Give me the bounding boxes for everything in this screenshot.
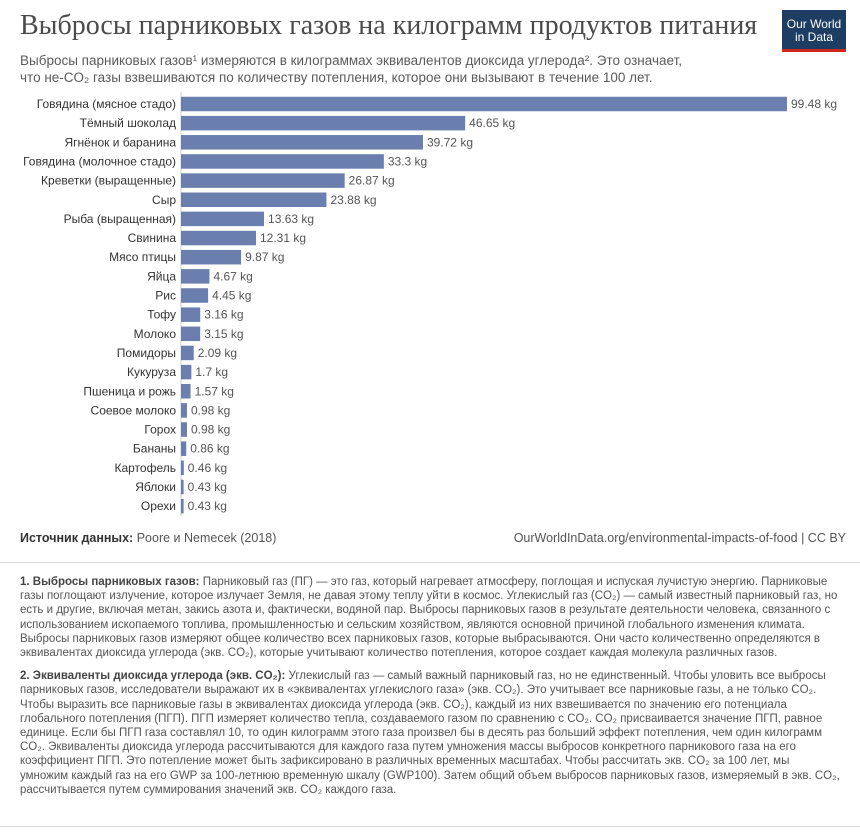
category-label: Мясо птицы [109,250,176,265]
category-label: Горох [144,422,176,437]
bar[interactable] [181,307,200,322]
category-label: Тофу [147,307,176,322]
bar[interactable] [181,441,186,456]
category-label: Яблоки [135,480,176,494]
value-label: 33.3 kg [387,154,428,169]
bar[interactable] [181,288,208,303]
source-label: Источник данных: [20,531,134,545]
credit-link[interactable]: OurWorldInData.org/environmental-impacts-of-food | CC BY [513,531,846,545]
bar[interactable] [181,461,184,476]
bar[interactable] [181,384,191,399]
bar[interactable] [181,212,264,227]
bar-chart [0,92,860,520]
bottom-rule [0,826,860,827]
footnote-1-heading: 1. Выбросы парниковых газов: [20,576,200,588]
value-label: 3.15 kg [204,326,244,341]
bar[interactable] [181,269,209,284]
category-label: Соевое молоко [90,403,176,418]
footnote-2-heading: 2. Эквиваленты диоксида углерода (экв. CO₂): [20,670,286,683]
value-label: 1.7 kg [195,365,229,380]
footnote-1-text: Парниковый газ (ПГ) — это газ, который нагревает атмосферу, поглощая и испуская лучистую энергию. Парниковые газы поглощают излучение, которое излучает Земля, не давая этому теплу уйти в космос. Углекислый газ (CO₂) — самый известный парниковый газ, но есть и другие, включая метан, закись азота и, фактически, водяной пар. Выбросы парниковых газов в результате деятельности человека, связанного с использованием ископаемого топлива, промышленностью и сельским хозяйством, являются основной причиной глобального изменения климата. Выбросы парниковых газов измеряют общее количество всех парниковых газов, которые выбрасываются. Они часто количественно определяются в эквивалентах диоксида углерода (экв. CO₂), которые учитывают количество потепления, которое создает каждая молекула различных газов. [20,576,838,660]
category-label: Рис [155,288,176,303]
footnote-1 [20,575,840,660]
bar[interactable] [181,154,384,169]
value-label: 1.57 kg [194,384,234,399]
value-label: 4.67 kg [213,269,253,284]
footnotes [20,575,840,806]
value-label: 99.48 kg [791,97,838,111]
value-label: 0.98 kg [190,422,231,437]
bar[interactable] [181,499,184,514]
logo-line-1: Our World [786,17,842,31]
category-label: Кукуруза [127,365,176,380]
value-label: 46.65 kg [469,116,516,131]
value-label: 39.72 kg [426,135,474,150]
category-label: Сыр [152,192,176,207]
bar[interactable] [181,346,194,361]
category-label: Говядина (мясное стадо) [36,97,176,111]
value-label: 0.43 kg [187,499,227,514]
value-label: 0.98 kg [190,403,231,418]
footnote-2 [20,669,840,797]
owid-logo[interactable] [782,10,846,52]
category-label: Тёмный шоколад [79,116,176,131]
category-label: Молоко [133,326,176,341]
bar[interactable] [181,193,326,208]
bar[interactable] [181,116,465,130]
bar[interactable] [181,250,241,265]
category-label: Помидоры [116,345,176,360]
source-note [20,531,276,545]
bar[interactable] [181,97,787,112]
subtitle-line-2: что не-CO₂ газы взвешиваются по количеству потепления, которое они вызывают в течение 100 лет. [20,70,653,85]
footer-divider [0,562,860,563]
value-label: 0.46 kg [187,460,228,475]
chart-subtitle [20,52,760,86]
bar[interactable] [181,365,191,380]
subtitle-line-1: Выбросы парниковых газов¹ измеряются в килограммах эквивалентов диоксида углерода². Это означает, [20,53,683,68]
category-label: Рыба (выращенная) [63,211,176,226]
category-label: Ягнёнок и баранина [64,135,176,150]
bar[interactable] [181,403,187,418]
value-label: 2.09 kg [197,345,238,360]
bar[interactable] [181,422,187,437]
category-label: Картофель [114,460,176,475]
bar[interactable] [181,173,345,188]
value-label: 0.86 kg [190,441,230,456]
bar[interactable] [181,327,200,342]
value-label: 12.31 kg [259,231,307,246]
value-label: 3.16 kg [204,307,244,322]
bar[interactable] [181,135,423,150]
source-text: Poore и Nemecek (2018) [136,531,277,545]
value-label: 13.63 kg [268,211,315,226]
category-label: Яйца [147,269,176,284]
footnote-2-text: Углекислый газ — самый важный парниковый газ, но не единственный. Чтобы уловить все выбросы парниковых газов, исследователи выражают их в «эквивалентах углекислого газа» (экв. CO₂). Это учитывает все парниковые газы, а не только CO₂. Чтобы выразить все парниковые газы в эквивалентах диоксида углерода (экв. CO₂), каждый из них взвешивается по значению его потенциала глобального потепления (ПГП). ПГП измеряет количество тепла, создаваемого газом по сравнению с CO₂. CO₂ присваивается значение ПГП, равное единице. Если бы ПГП газа составлял 10, то один килограмм этого газа произвел бы в десять раз больший эффект потепления, чем один килограмм CO₂. Эквиваленты диоксида углерода рассчитываются для каждого газа путем умножения массы выбросов конкретного парникового газа на его коэффициент ПГП. Это потепление может быть зафиксировано в различных временных масштабах. Чтобы рассчитать экв. CO₂ за 100 лет, мы умножим каждый газ на его GWP за 100-летнюю временную шкалу (GWP100). Затем общий объем выбросов парниковых газов, измеряемый в экв. CO₂, рассчитывается путем суммирования значений экв. CO₂ каждого газа. [20,670,840,796]
category-label: Орехи [140,499,176,514]
value-label: 0.43 kg [187,480,227,494]
bar[interactable] [181,480,184,495]
bar[interactable] [181,231,256,246]
value-label: 23.88 kg [330,192,377,207]
value-label: 9.87 kg [245,250,285,265]
category-label: Бананы [132,441,176,456]
category-label: Говядина (молочное стадо) [23,154,176,169]
category-label: Пшеница и рожь [83,384,176,399]
chart-title: Выбросы парниковых газов на килограмм продуктов питания [20,10,758,41]
category-label: Креветки (выращенные) [41,173,176,188]
category-label: Свинина [127,231,176,246]
value-label: 4.45 kg [212,288,252,303]
logo-line-2: in Data [794,30,834,44]
value-label: 26.87 kg [348,173,395,188]
